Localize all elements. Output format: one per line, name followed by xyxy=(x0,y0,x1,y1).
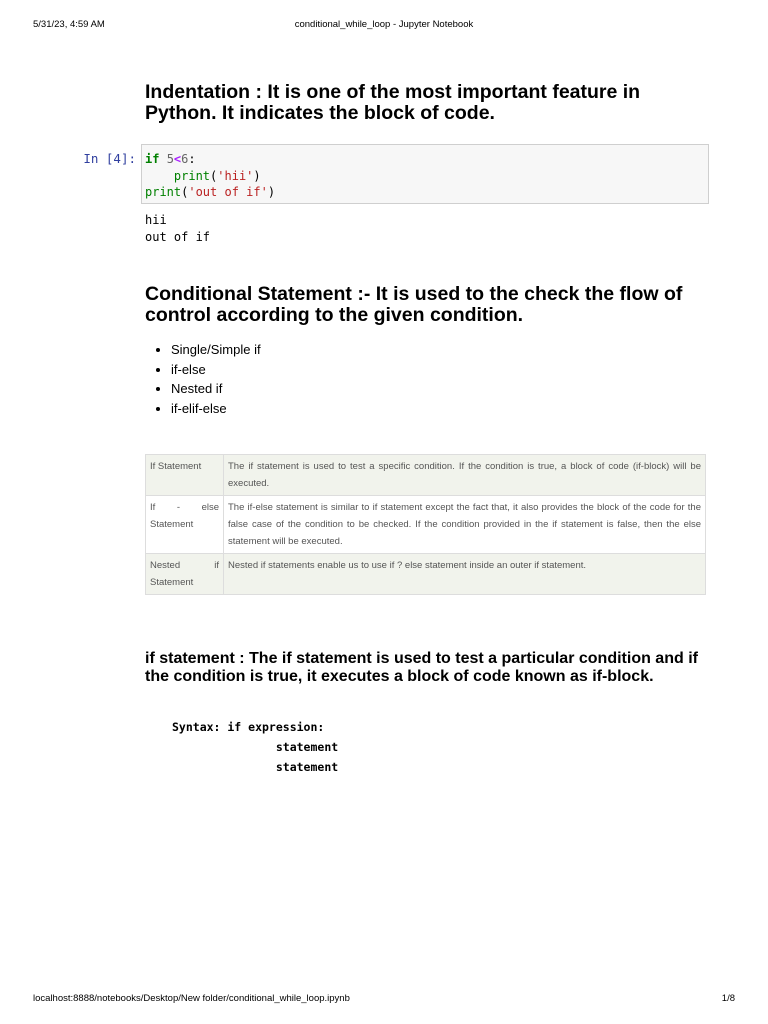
print-url: localhost:8888/notebooks/Desktop/New folder/conditional_while_loop.ipynb xyxy=(33,993,350,1004)
list-item: • if-else xyxy=(171,360,261,380)
heading-conditional-statement: Conditional Statement :- It is used to the check the flow of control according to the given condition. xyxy=(145,283,683,326)
table-cell-name: If - else Statement xyxy=(146,496,224,554)
print-page-number: 1/8 xyxy=(721,993,735,1004)
conditional-types-list xyxy=(145,340,261,418)
table-cell-desc: The if statement is used to test a specific condition. If the condition is true, a block of code (if-block) will be executed. xyxy=(224,455,706,496)
cell-output: hii out of if xyxy=(145,213,211,244)
heading-indentation: Indentation : It is one of the most important feature in Python. It indicates the block of code. xyxy=(145,81,641,124)
table-cell-name: Nested if Statement xyxy=(146,554,224,595)
syntax-line: Syntax: if expression: xyxy=(172,720,325,734)
markdown-cell-if-statement xyxy=(145,650,707,685)
markdown-cell-conditional xyxy=(145,284,707,326)
print-timestamp: 5/31/23, 4:59 AM xyxy=(33,19,105,30)
table-cell-desc: The if-else statement is similar to if statement except the fact that, it also provides the block of the code for the false case of the condition to be checked. If the condition provided in the if statement is false, then the else statement will be executed. xyxy=(224,496,706,554)
table-row xyxy=(146,496,706,554)
list-item: • if-elif-else xyxy=(171,399,261,419)
heading-if-statement: if statement : The if statement is used to test a particular condition and if the condition is true, it executes a block of code known as if-block. xyxy=(145,650,698,685)
table-cell-desc: Nested if statements enable us to use if ? else statement inside an outer if statement. xyxy=(224,554,706,595)
syntax-block xyxy=(172,717,338,777)
table-row xyxy=(146,554,706,595)
syntax-line: statement xyxy=(172,740,339,754)
print-page-title: conditional_while_loop - Jupyter Notebook xyxy=(294,19,474,30)
input-prompt: In [4]: xyxy=(83,151,136,166)
code-editor[interactable]: if 5<6: print('hii') print('out of if') xyxy=(145,152,276,199)
markdown-cell-indentation xyxy=(145,82,707,124)
list-item: • Nested if xyxy=(171,379,261,399)
list-item: • Single/Simple if xyxy=(171,340,261,360)
table-row xyxy=(146,455,706,496)
syntax-line: statement xyxy=(172,760,339,774)
table-cell-name: If Statement xyxy=(146,455,224,496)
code-cell[interactable] xyxy=(141,144,709,204)
statement-table xyxy=(145,454,706,595)
